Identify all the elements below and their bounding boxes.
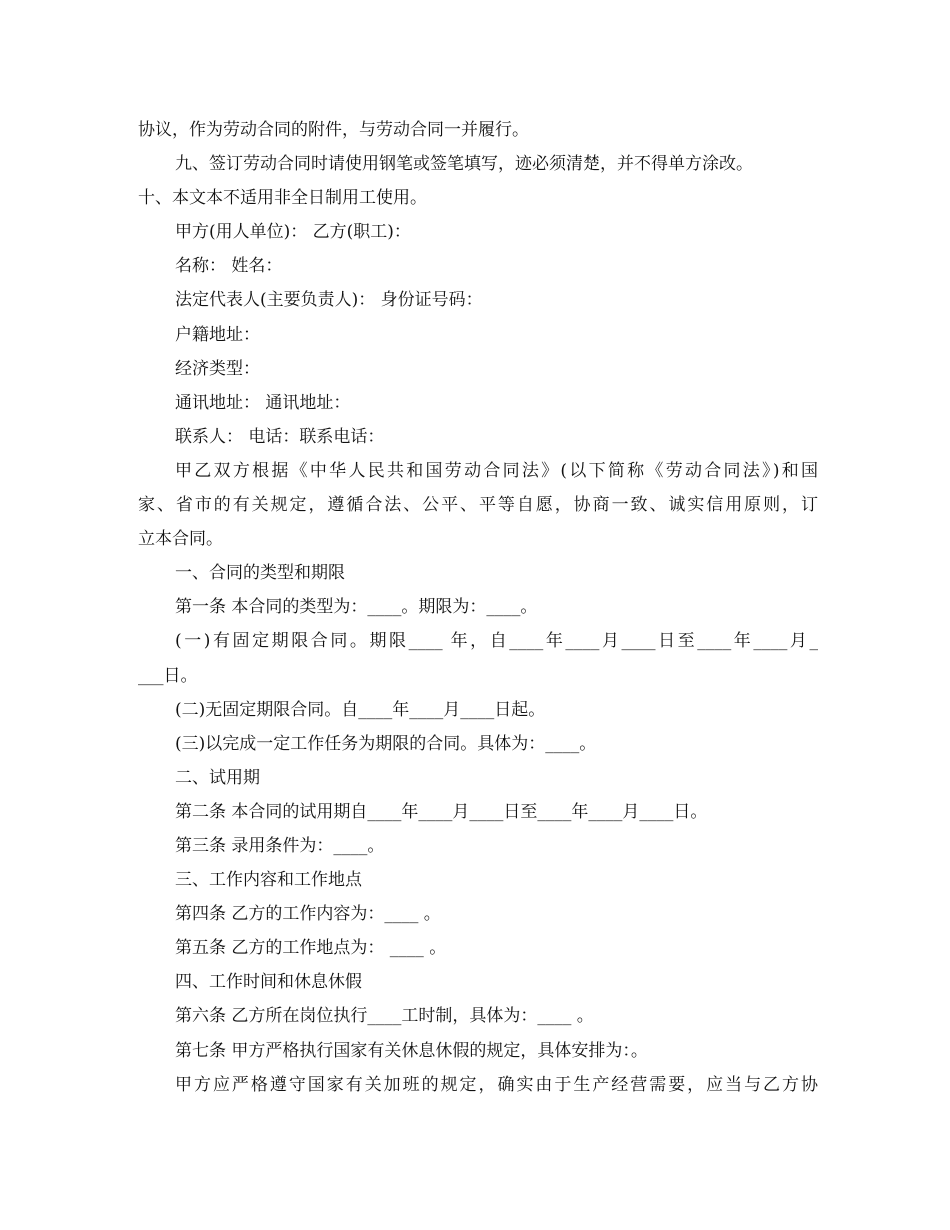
text-line: 户籍地址： xyxy=(175,324,260,345)
text-line: (三)以完成一定工作任务为期限的合同。具体为：____。 xyxy=(175,733,597,754)
text-line: ___日。 xyxy=(138,665,198,686)
text-line: 甲方应严格遵守国家有关加班的规定，确实由于生产经营需要，应当与乙方协 xyxy=(175,1074,818,1095)
section-heading: 四、工作时间和休息休假 xyxy=(175,972,362,993)
text-line: 法定代表人(主要负责人)： 身份证号码： xyxy=(175,290,483,311)
text-line: 九、签订劳动合同时请使用钢笔或签笔填写，迹必须清楚，并不得单方涂改。 xyxy=(175,154,753,175)
text-line: 通讯地址： 通讯地址： xyxy=(175,392,351,413)
section-heading: 三、工作内容和工作地点 xyxy=(175,870,362,891)
text-line: 立本合同。 xyxy=(138,529,223,550)
text-line: 甲方(用人单位)： 乙方(职工)： xyxy=(175,222,411,243)
text-line: (一)有固定期限合同。期限____ 年，自____年____月____日至____年____月_ xyxy=(175,631,818,652)
text-line: 第七条 甲方严格执行国家有关休息休假的规定，具体安排为：。 xyxy=(175,1040,648,1061)
text-line: 第四条 乙方的工作内容为：____ 。 xyxy=(175,904,441,925)
section-heading: 一、合同的类型和期限 xyxy=(175,563,345,584)
contract-body xyxy=(138,113,818,1102)
text-line: 经济类型： xyxy=(175,358,260,379)
text-line: 第一条 本合同的类型为：____。期限为：____。 xyxy=(175,597,538,618)
text-line: 十、本文本不适用非全日制用工使用。 xyxy=(138,188,427,209)
text-line: 家、省市的有关规定，遵循合法、公平、平等自愿，协商一致、诚实信用原则，订 xyxy=(138,495,818,516)
text-line: 联系人： 电话：联系电话： xyxy=(175,426,385,447)
text-line: (二)无固定期限合同。自____年____月____日起。 xyxy=(175,699,546,720)
text-line: 第三条 录用条件为：____。 xyxy=(175,835,385,856)
text-line: 第二条 本合同的试用期自____年____月____日至____年____月____日。 xyxy=(175,801,708,822)
text-line: 第六条 乙方所在岗位执行____工时制，具体为：____ 。 xyxy=(175,1006,594,1027)
text-line: 协议，作为劳动合同的附件，与劳动合同一并履行。 xyxy=(138,120,529,140)
text-line: 名称： 姓名： xyxy=(175,256,283,277)
text-line: 第五条 乙方的工作地点为： ____ 。 xyxy=(175,938,447,959)
section-heading: 二、试用期 xyxy=(175,767,260,788)
text-line: 甲乙双方根据《中华人民共和国劳动合同法》(以下简称《劳动合同法》)和国 xyxy=(175,460,818,481)
